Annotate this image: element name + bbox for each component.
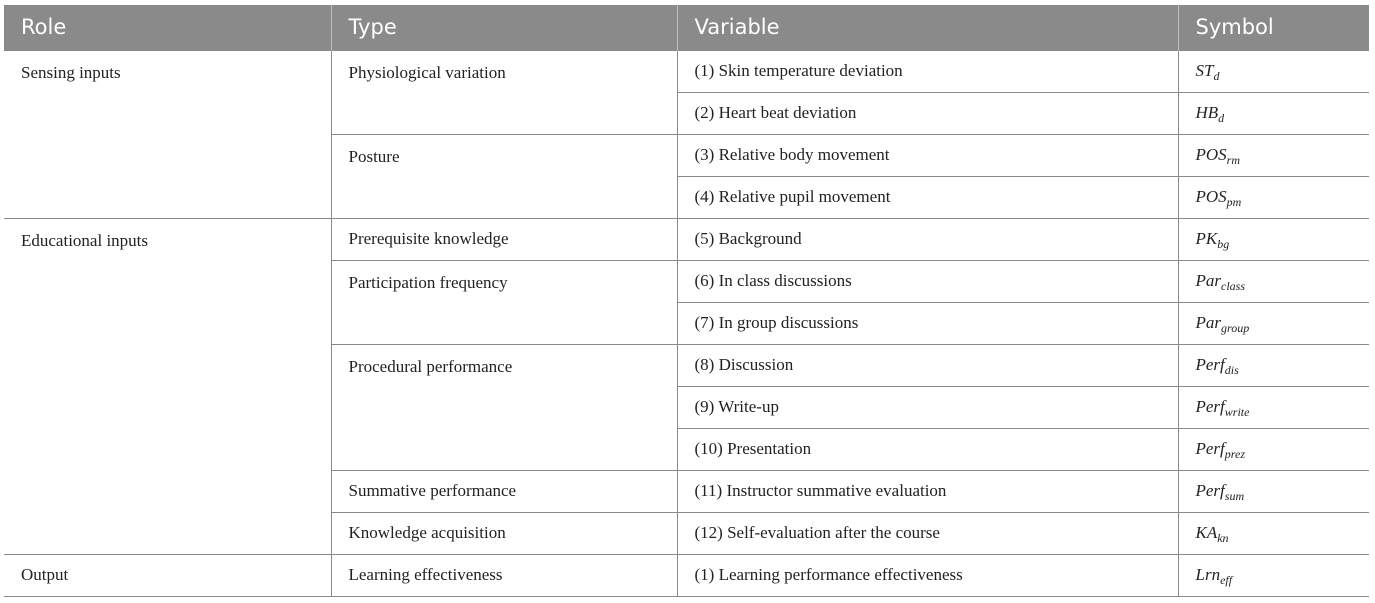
variable-cell: (3) Relative body movement bbox=[677, 134, 1178, 176]
variable-cell: (2) Heart beat deviation bbox=[677, 92, 1178, 134]
symbol-cell: Lrn$_{eff}$ bbox=[1178, 554, 1369, 596]
variables-table bbox=[4, 5, 1369, 597]
type-cell: Prerequisite knowledge bbox=[331, 218, 677, 260]
type-cell: Learning effectiveness bbox=[331, 554, 677, 596]
variable-cell: (6) In class discussions bbox=[677, 260, 1178, 302]
variable-cell: (11) Instructor summative evaluation bbox=[677, 470, 1178, 512]
variable-cell: (9) Write-up bbox=[677, 386, 1178, 428]
role-cell: Output bbox=[4, 554, 331, 596]
symbol-cell: Par$_{group}$ bbox=[1178, 302, 1369, 344]
variable-cell: (12) Self-evaluation after the course bbox=[677, 512, 1178, 554]
symbol-cell: Perf$_{prez}$ bbox=[1178, 428, 1369, 470]
symbol-cell: $PK_{bg}$ bbox=[1178, 218, 1369, 260]
symbol-cell: $KA_{kn}$ bbox=[1178, 512, 1369, 554]
variable-cell: (1) Learning performance effectiveness bbox=[677, 554, 1178, 596]
symbol-cell: Par$_{class}$ bbox=[1178, 260, 1369, 302]
type-cell: Posture bbox=[331, 134, 677, 218]
symbol-cell: $POS_{rm}$ bbox=[1178, 134, 1369, 176]
table-row bbox=[4, 554, 1369, 596]
table-row bbox=[4, 50, 1369, 92]
role-cell: Educational inputs bbox=[4, 218, 331, 554]
symbol-cell: Perf$_{dis}$ bbox=[1178, 344, 1369, 386]
header-symbol: Symbol bbox=[1178, 5, 1369, 50]
header-type: Type bbox=[331, 5, 677, 50]
header-row bbox=[4, 5, 1369, 50]
symbol-cell: Perf$_{sum}$ bbox=[1178, 470, 1369, 512]
variable-cell: (5) Background bbox=[677, 218, 1178, 260]
type-cell: Knowledge acquisition bbox=[331, 512, 677, 554]
variable-cell: (1) Skin temperature deviation bbox=[677, 50, 1178, 92]
variable-cell: (4) Relative pupil movement bbox=[677, 176, 1178, 218]
table-row bbox=[4, 218, 1369, 260]
symbol-cell: $HB_d$ bbox=[1178, 92, 1369, 134]
variable-cell: (10) Presentation bbox=[677, 428, 1178, 470]
type-cell: Procedural performance bbox=[331, 344, 677, 470]
symbol-cell: $ST_d$ bbox=[1178, 50, 1369, 92]
symbol-cell: $POS_{pm}$ bbox=[1178, 176, 1369, 218]
symbol-cell: Perf$_{write}$ bbox=[1178, 386, 1369, 428]
header-variable: Variable bbox=[677, 5, 1178, 50]
type-cell: Summative performance bbox=[331, 470, 677, 512]
type-cell: Physiological variation bbox=[331, 50, 677, 134]
variable-cell: (8) Discussion bbox=[677, 344, 1178, 386]
variable-cell: (7) In group discussions bbox=[677, 302, 1178, 344]
role-cell: Sensing inputs bbox=[4, 50, 331, 218]
header-role: Role bbox=[4, 5, 331, 50]
type-cell: Participation frequency bbox=[331, 260, 677, 344]
